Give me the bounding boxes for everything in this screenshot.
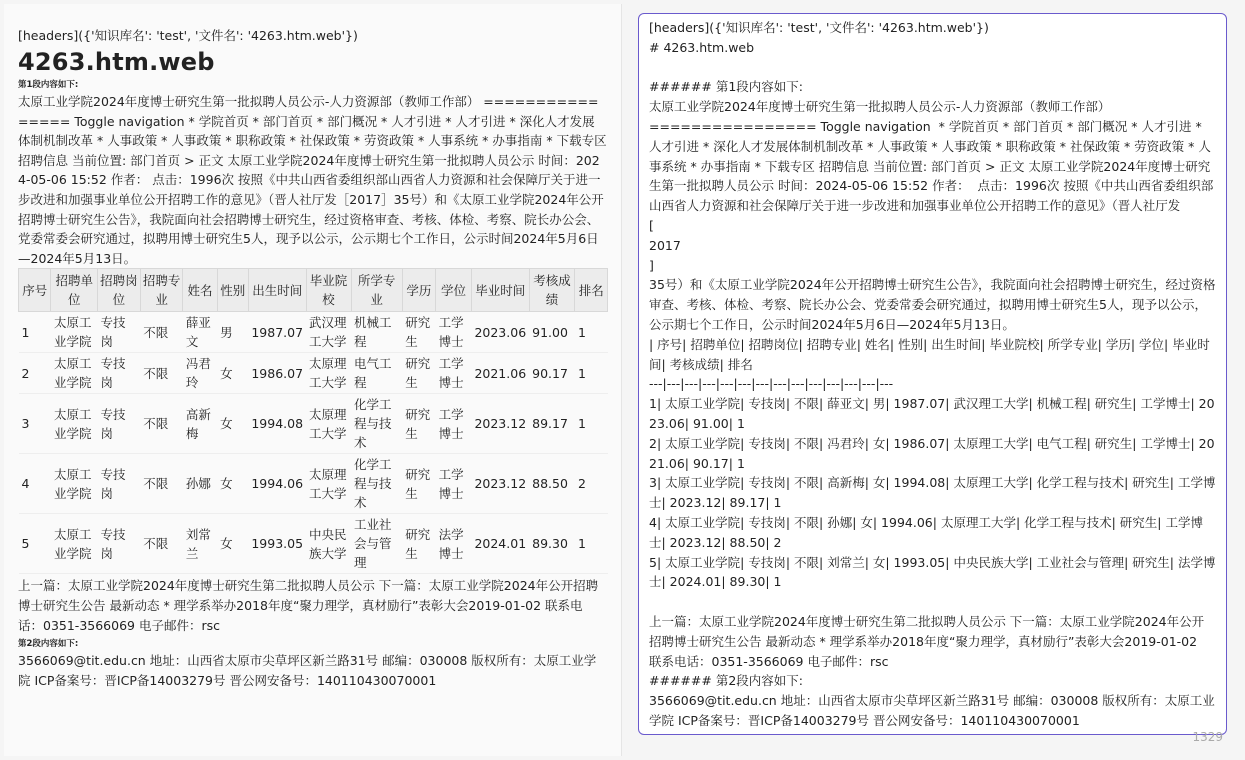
- table-header-cell: 出生时间: [248, 269, 306, 312]
- table-cell: 专技岗: [98, 454, 141, 514]
- table-header-cell: 排名: [575, 269, 608, 312]
- table-cell: 太原工业学院: [51, 514, 98, 574]
- table-header-cell: 姓名: [183, 269, 217, 312]
- table-cell: 不限: [140, 454, 183, 514]
- table-header-cell: 学位: [436, 269, 472, 312]
- section-1-label: 第1段内容如下:: [18, 80, 79, 90]
- table-cell: 2021.06: [471, 353, 529, 394]
- table-cell: 研究生: [402, 394, 435, 454]
- table-body: [19, 312, 608, 574]
- table-cell: 不限: [140, 353, 183, 394]
- table-header-cell: 毕业院校: [306, 269, 351, 312]
- table-cell: 2024.01: [471, 514, 529, 574]
- table-cell: 专技岗: [98, 353, 141, 394]
- table-cell: 电气工程: [351, 353, 402, 394]
- table-cell: 89.30: [529, 514, 575, 574]
- document-title: 4263.htm.web: [18, 48, 215, 76]
- after-table-text: 上一篇：太原工业学院2024年度博士研究生第二批拟聘人员公示 下一篇：太原工业学院2024年公开招聘博士研究生公告 最新动态 * 理学系举办2018年度“聚力理学，真材励行”表彰大会2019-01-02 联系电话：0351-3566069 电子邮件：rsc: [18, 578, 599, 633]
- table-header-cell: 毕业时间: [471, 269, 529, 312]
- table-cell: 1994.08: [248, 394, 306, 454]
- table-cell: 工学博士: [436, 394, 472, 454]
- headers-line: [headers]({'知识库名': 'test', '文件名': '4263.htm.web'}): [18, 28, 358, 43]
- table-cell: 太原理工大学: [306, 353, 351, 394]
- table-cell: 专技岗: [98, 394, 141, 454]
- table-cell: 工学博士: [436, 312, 472, 353]
- markdown-preview-pane: [4, 4, 622, 756]
- table-cell: 薛亚文: [183, 312, 217, 353]
- section-2-label: 第2段内容如下:: [18, 639, 79, 650]
- table-cell: 太原理工大学: [306, 454, 351, 514]
- table-cell: 研究生: [402, 514, 435, 574]
- table-header-cell: 招聘岗位: [98, 269, 141, 312]
- table-cell: 91.00: [529, 312, 575, 353]
- table-header-cell: 所学专业: [351, 269, 402, 312]
- table-cell: 88.50: [529, 454, 575, 514]
- table-cell: 2: [575, 454, 608, 514]
- table-cell: 工学博士: [436, 353, 472, 394]
- table-cell: 女: [217, 353, 248, 394]
- table-cell: 90.17: [529, 353, 575, 394]
- table-cell: 1: [575, 514, 608, 574]
- table-cell: 太原理工大学: [306, 394, 351, 454]
- table-cell: 1987.07: [248, 312, 306, 353]
- table-row: [19, 514, 608, 574]
- markdown-editor-textarea[interactable]: [headers]({'知识库名': 'test', '文件名': '4263.htm.web'}) # 4263.htm.web ###### 第1段内容如下: 太原工业学院2024年度博士研究生第一批拟聘人员公示-人力资源部（教师工作部） ================ Toggle navigation * 学院首页 * 部门首页 * 部门概况 * 人才引进 * 人才引进 * 深化人才发展体制机制改革 * 人事政策 * 人事政策 * 职称政策 * 社保政策 * 劳资政策 * 人事系统 * 办事指南 * 下载专区 招聘信息 当前位置: 部门首页 > 正文 太原工业学院2024年度博士研究生第一批拟聘人员公示 时间：2024-05-06 15:52 作者： 点击：1996次 按照《中共山西省委组织部山西省人力资源和社会保障厅关于进一步改进和加强事业单位公开招聘工作的意见》（晋人社厅发 [ 2017 ] 35号）和《太原工业学院2024年公开招聘博士研究生公告》，我院面向社会招聘博士研究生，经过资格审查、考核、体检、考察、院长办公会、党委常委会研究通过，拟聘用博士研究生5人，现予以公示，公示期七个工作日，公示时间2024年5月6日—2024年5月13日。 | 序号| 招聘单位| 招聘岗位| 招聘专业| 姓名| 性别| 出生时间| 毕业院校| 所学专业| 学历| 学位| 毕业时间| 考核成绩| 排名 ---|---|---|---|---|---|---|---|---|---|---|---|---|--- 1| 太原工业学院| 专技岗| 不限| 薛亚文| 男| 1987.07| 武汉理工大学| 机械工程| 研究生| 工学博士| 2023.06| 91.00| 1 2| 太原工业学院| 专技岗| 不限| 冯君玲| 女| 1986.07| 太原理工大学| 电气工程| 研究生| 工学博士| 2021.06| 90.17| 1 3| 太原工业学院| 专技岗| 不限| 高新梅| 女| 1994.08| 太原理工大学| 化学工程与技术| 研究生| 工学博士| 2023.12| 89.17| 1 4| 太原工业学院| 专技岗| 不限| 孙娜| 女| 1994.06| 太原理工大学| 化学工程与技术| 研究生| 工学博士| 2023.12| 88.50| 2 5| 太原工业学院| 专技岗| 不限| 刘常兰| 女| 1993.05| 中央民族大学| 工业社会与管理| 研究生| 法学博士| 2024.01| 89.30| 1 上一篇：太原工业学院2024年度博士研究生第二批拟聘人员公示 下一篇：太原工业学院2024年公开招聘博士研究生公告 最新动态 * 理学系举办2018年度“聚力理学，真材励行”表彰大会2019-01-02 联系电话：0351-3566069 电子邮件：rsc ###### 第2段内容如下: 3566069@tit.edu.cn 地址：山西省太原市尖草坪区新兰路31号 邮编：030008 版权所有：太原工业学院 ICP备案号：晋ICP备14003279号 晋公网安备号：140110430070001: [638, 13, 1227, 735]
- character-count: 1329: [1192, 730, 1223, 744]
- table-header-row: [19, 269, 608, 312]
- table-cell: 研究生: [402, 454, 435, 514]
- table-cell: 机械工程: [351, 312, 402, 353]
- table-cell: 2023.12: [471, 394, 529, 454]
- table-cell: 太原工业学院: [51, 394, 98, 454]
- table-cell: 5: [19, 514, 51, 574]
- table-cell: 工业社会与管理: [351, 514, 402, 574]
- table-cell: 中央民族大学: [306, 514, 351, 574]
- recruitment-table: [18, 268, 608, 574]
- table-cell: 女: [217, 454, 248, 514]
- table-row: [19, 353, 608, 394]
- table-header-cell: 招聘单位: [51, 269, 98, 312]
- table-cell: 孙娜: [183, 454, 217, 514]
- table-cell: 1: [575, 394, 608, 454]
- table-cell: 89.17: [529, 394, 575, 454]
- markdown-editor-pane: [624, 4, 1241, 756]
- table-cell: 不限: [140, 514, 183, 574]
- table-cell: 1994.06: [248, 454, 306, 514]
- table-cell: 女: [217, 514, 248, 574]
- table-cell: 1: [575, 353, 608, 394]
- table-header-cell: 招聘专业: [140, 269, 183, 312]
- table-cell: 不限: [140, 394, 183, 454]
- table-cell: 2: [19, 353, 51, 394]
- table-cell: 太原工业学院: [51, 454, 98, 514]
- table-cell: 刘常兰: [183, 514, 217, 574]
- table-header-cell: 序号: [19, 269, 51, 312]
- table-cell: 高新梅: [183, 394, 217, 454]
- table-cell: 2023.12: [471, 454, 529, 514]
- table-cell: 研究生: [402, 353, 435, 394]
- table-cell: 太原工业学院: [51, 312, 98, 353]
- section-1-text: 太原工业学院2024年度博士研究生第一批拟聘人员公示-人力资源部（教师工作部） ================ Toggle navigation * 学院首页 * 部门首页 * 部门概况 * 人才引进 * 人才引进 * 深化人才发展体制机制改革 * 人事政策 * 人事政策 * 职称政策 * 社保政策 * 劳资政策 * 人事系统 * 办事指南 * 下载专区 招聘信息 当前位置: 部门首页 > 正文 太原工业学院2024年度博士研究生第一批拟聘人员公示 时间：2024-05-06 15:52 作者： 点击：1996次 按照《中共山西省委组织部山西省人力资源和社会保障厅关于进一步改进和加强事业单位公开招聘工作的意见》（晋人社厅发［2017］35号）和《太原工业学院2024年公开招聘博士研究生公告》，我院面向社会招聘博士研究生，经过资格审查、考核、体检、考察、院长办公会、党委常委会研究通过，拟聘用博士研究生5人，现予以公示，公示期七个工作日，公示时间2024年5月6日—2024年5月13日。: [18, 94, 607, 266]
- table-row: [19, 394, 608, 454]
- table-cell: 2023.06: [471, 312, 529, 353]
- table-cell: 武汉理工大学: [306, 312, 351, 353]
- table-cell: 太原工业学院: [51, 353, 98, 394]
- table-cell: 男: [217, 312, 248, 353]
- table-cell: 1: [575, 312, 608, 353]
- table-row: [19, 454, 608, 514]
- table-cell: 工学博士: [436, 454, 472, 514]
- table-cell: 1986.07: [248, 353, 306, 394]
- table-cell: 女: [217, 394, 248, 454]
- table-header-cell: 学历: [402, 269, 435, 312]
- table-cell: 化学工程与技术: [351, 454, 402, 514]
- table-cell: 1993.05: [248, 514, 306, 574]
- table-cell: 专技岗: [98, 514, 141, 574]
- table-header-cell: 考核成绩: [529, 269, 575, 312]
- table-cell: 专技岗: [98, 312, 141, 353]
- table-cell: 化学工程与技术: [351, 394, 402, 454]
- table-cell: 不限: [140, 312, 183, 353]
- table-cell: 1: [19, 312, 51, 353]
- table-cell: 冯君玲: [183, 353, 217, 394]
- section-2-text: 3566069@tit.edu.cn 地址：山西省太原市尖草坪区新兰路31号 邮编：030008 版权所有：太原工业学院 ICP备案号：晋ICP备14003279号 晋公网安备号：140110430070001: [18, 653, 597, 688]
- table-cell: 法学博士: [436, 514, 472, 574]
- table-cell: 3: [19, 394, 51, 454]
- table-row: [19, 312, 608, 353]
- table-cell: 研究生: [402, 312, 435, 353]
- table-cell: 4: [19, 454, 51, 514]
- table-header-cell: 性别: [217, 269, 248, 312]
